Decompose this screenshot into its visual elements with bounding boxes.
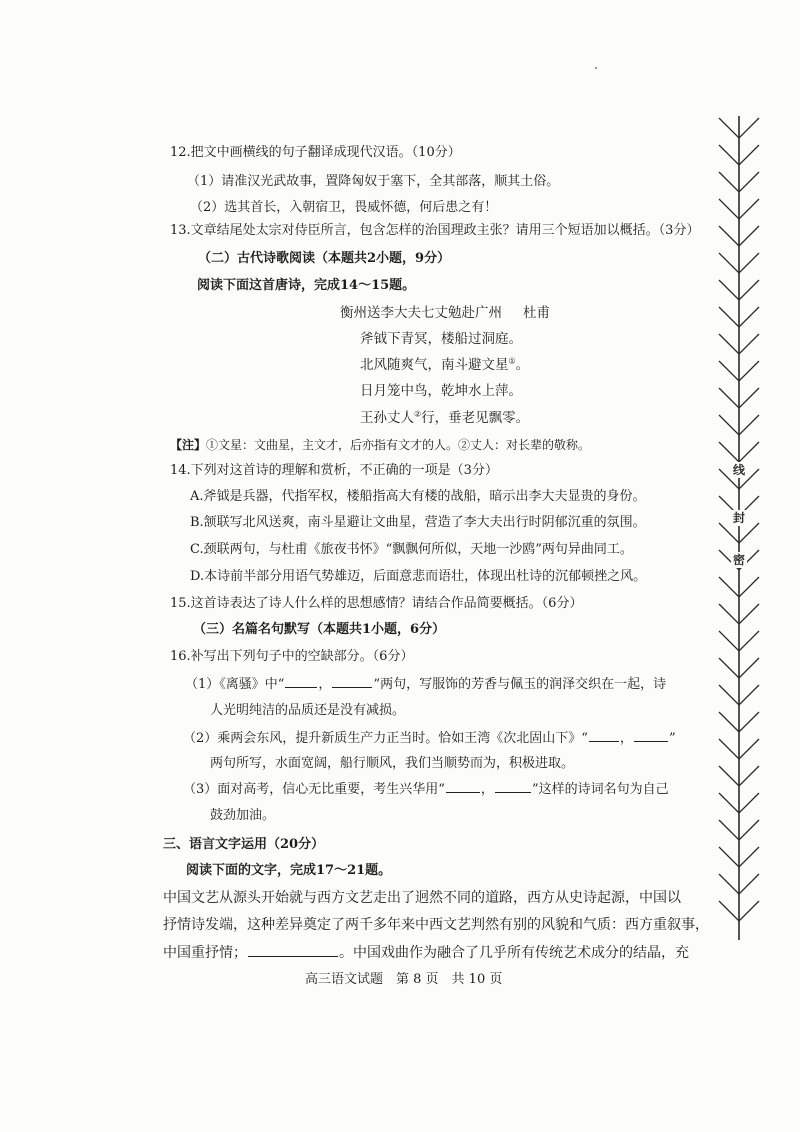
- footnote-marker: ②: [414, 409, 422, 419]
- q16-item-sep: ，: [619, 731, 633, 746]
- q13-stem: 13.文章结尾处太宗对侍臣所言，包含怎样的治国理政主张？请用三个短语加以概括。（3分）: [170, 223, 700, 238]
- passage-text: 中国重抒情；: [163, 945, 247, 961]
- passage-line-1: 中国文艺从源头开始就与西方文艺走出了迥然不同的道路，西方从史诗起源，中国以: [163, 890, 681, 906]
- q16-item-2-continuation: 两句所写，水面宽阔，船行顺风，我们当顺势而为，积极进取。: [210, 756, 575, 771]
- binding-label-mi: 密: [732, 553, 745, 567]
- binding-label-feng: 封: [732, 511, 745, 525]
- q16-item-tail: ”两句，写服饰的芳香与佩玉的润泽交织在一起，诗: [373, 677, 667, 692]
- page-footer: 高三语文试题 第 8 页 共 10 页: [305, 972, 503, 987]
- q14-option-a: A.斧钺是兵器，代指军权，楼船指高大有楼的战船，暗示出李大夫显贵的身份。: [190, 489, 646, 504]
- language-intro: 阅读下面的文字，完成17～21题。: [186, 863, 392, 878]
- q14-stem: 14.下列对这首诗的理解和赏析，不正确的一项是（3分）: [170, 463, 498, 478]
- poem-line-end: 。: [515, 357, 530, 373]
- recitation-heading: （三）名篇名句默写（本题共1小题，6分）: [193, 622, 446, 637]
- q12-item-1: （1）请准汉光武故事，置降匈奴于塞下，全其部落，顺其土俗。: [187, 174, 560, 189]
- q12-stem: 12.把文中画横线的句子翻译成现代汉语。（10分）: [170, 145, 461, 160]
- q16-stem: 16.补写出下列句子中的空缺部分。（6分）: [170, 649, 414, 664]
- poem-line-text: 斧钺下青冥，楼船过洞庭。: [360, 331, 522, 347]
- poem-author: 杜甫: [523, 305, 550, 321]
- q14-option-d: D.本诗前半部分用语气势雄迈，后面意悲而语壮，体现出杜诗的沉郁顿挫之风。: [190, 569, 647, 584]
- poetry-intro: 阅读下面这首唐诗，完成14～15题。: [197, 278, 416, 293]
- poem-line-end: 行，垂老见飘零。: [421, 410, 530, 426]
- q16-item-lead: （2）乘两会东风，提升新质生产力正当时。恰如王湾《次北固山下》“: [183, 731, 588, 746]
- poem-line-text: 北风随爽气，南斗避文星: [360, 357, 509, 373]
- note-label: 【注】: [170, 438, 207, 452]
- q16-item-lead: （1）《离骚》中“: [185, 677, 285, 692]
- q16-item-3-continuation: 鼓劲加油。: [210, 808, 276, 823]
- poem-title: 衡州送李大夫七丈勉赴广州: [340, 305, 502, 321]
- q16-item-tail: ”这样的诗词名句为自己: [531, 782, 669, 797]
- q15-stem: 15.这首诗表达了诗人什么样的思想感情？请结合作品简要概括。（6分）: [170, 596, 583, 611]
- q14-option-b: B.颔联写北风送爽，南斗星避让文曲星，营造了李大夫出行时阴郁沉重的氛围。: [190, 515, 646, 530]
- note-text: ①文星：文曲星，主文才，后亦指有文才的人。②丈人：对长辈的敬称。: [206, 438, 591, 452]
- q14-option-c: C.颈联两句，与杜甫《旅夜书怀》“飘飘何所似，天地一沙鸥”两句异曲同工。: [190, 542, 633, 557]
- q16-item-sep: ，: [318, 677, 332, 692]
- q12-item-2: （2）选其首长，入朝宿卫，畏威怀德，何后患之有！: [190, 200, 498, 215]
- q16-item-1-continuation: 人光明纯洁的品质还是没有减损。: [210, 703, 406, 718]
- binding-label-xian: 线: [732, 463, 745, 477]
- poetry-heading: （二）古代诗歌阅读（本题共2小题，9分）: [198, 251, 451, 266]
- q16-item-lead: （3）面对高考，信心无比重要，考生兴华用“: [183, 782, 445, 797]
- footnote-marker: ①: [508, 356, 516, 366]
- passage-line-2: 抒情诗发端，这种差异奠定了两千多年来中西文艺判然有别的风貌和气质：西方重叙事，: [163, 917, 709, 933]
- passage-text: 。中国戏曲作为融合了几乎所有传统艺术成分的结晶，充: [339, 945, 689, 961]
- q16-item-sep: ，: [480, 782, 494, 797]
- poem-line-text: 王孙丈人: [360, 410, 414, 426]
- language-heading: 三、语言文字运用（20分）: [163, 837, 325, 852]
- q16-item-tail: ”: [668, 731, 676, 746]
- poem-line-text: 日月笼中鸟，乾坤水上萍。: [360, 383, 522, 399]
